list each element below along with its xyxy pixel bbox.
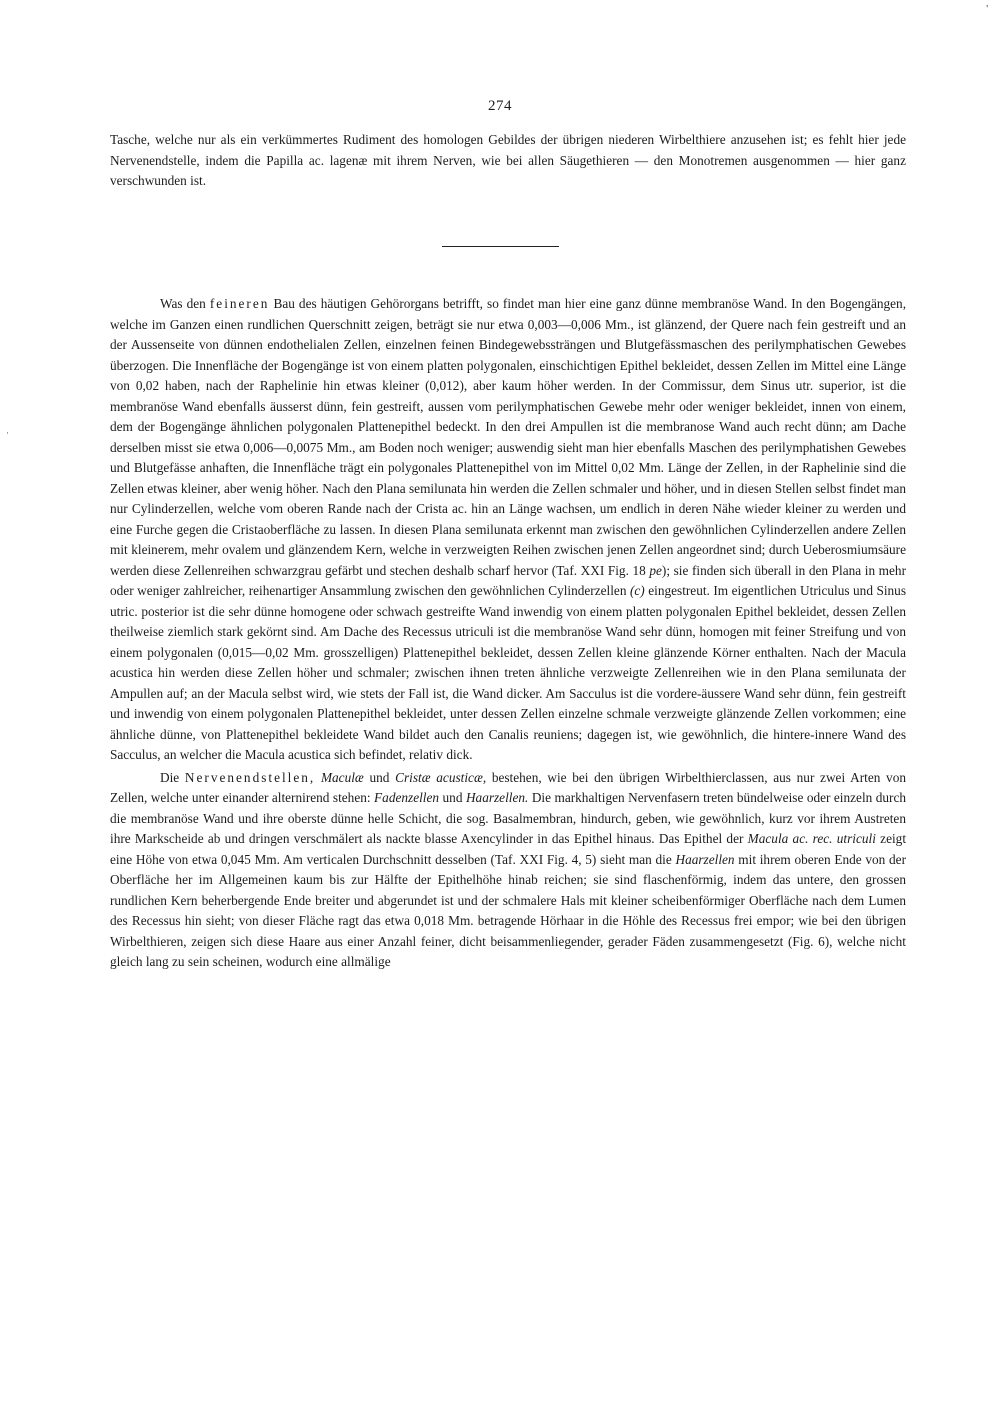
- para2-lead-spaced: Nervenendstellen,: [184, 769, 316, 785]
- para2-text-a: bestehen, wie bei den übrigen Wirbelthierclassen, aus nur zwei Arten von Zellen, welche unter einander alternirend stehen:: [110, 769, 906, 805]
- para1-tail-text: eingestreut. Im eigentlichen Utriculus und Sinus utric. posterior ist die sehr dünne homogene oder schwach gestreifte Wand inwendig von einem platten polygonalen Epithel bekleidet, dessen Zellen theilweise ziemlich stark gekörnt sind. Am Dache des Recessus utriculi ist die membranöse Wand sehr dünn, homogen mit feiner Streifung und von einem polygonalen (0,015—0,02 Mm. grosszelligen) Plattenepithel bekleidet, dessen Zellen kleine glänzende Körner enthalten. Nach der Macula acustica hin werden diese Zellen höher und schmaler; zwischen ihnen treten ähnliche verzweigte Zellenreihen wie in den Plana semilunata der Ampullen auf; an der Macula selbst wird, wie stets der Fall ist, die Wand dicker. Am Sacculus ist die vordere-äussere Wand sehr dünn, fein gestreift und inwendig von einem polygonalen Plattenepithel bekleidet, unter dessen Zellen einzelne schmale verzweigte glänzende Zellen vorkommen; eine ähnliche dünne, von Plattenepithel bekleidete Wand bildet auch den Canalis reuniens; dagegen ist, wie gewöhnlich, die hintere-innere Wand des Sacculus, an welcher die Macula acustica sich befindet, relativ dick.: [110, 583, 907, 762]
- para2-and1: und: [369, 769, 390, 785]
- para2-macula-rec: Macula ac. rec. utriculi: [747, 831, 876, 846]
- para2-text-c: zeigt eine Höhe von etwa 0,045 Mm. Am verticalen Durchschnitt desselben (Taf. XXI Fig. 4, 5) sieht man die: [110, 831, 907, 867]
- scan-margin-mark: ·: [6, 428, 9, 438]
- section-divider: [442, 246, 559, 247]
- top-paragraph: Tasche, welche nur als ein verkümmertes Rudiment des homologen Gebildes der übrigen niederen Wirbelthiere anzusehen ist; es fehlt hier jede Nervenendstelle, indem die Papilla ac. lagenæ mit ihrem Nerven, wie bei allen Säugethieren — den Monotremen ausgenommen — hier ganz verschwunden ist.: [110, 132, 906, 188]
- para2-haarzellen-2: Haarzellen: [675, 851, 735, 867]
- para2-and2: und: [442, 790, 463, 805]
- para2-fadenzellen: Fadenzellen: [374, 790, 440, 805]
- para1-text: Bau des häutigen Gehörorgans betrifft, so findet man hier eine ganz dünne membranöse Wand. In den Bogengängen, welche im Ganzen einen rundlichen Querschnitt zeigen, beträgt sie nur etwa 0,003—0,006 Mm., ist glänzend, der Quere nach fein gestreift und an der Aussenseite von dünnen endothelialen Zellen, einzelnen feinen Bindegewebssträngen und Blutgefässmaschen des perilymphatischen Gewebes überzogen. Die Innenfläche der Bogengänge ist von einem platten polygonalen, einschichtigen Epithel bekleidet, dessen Zellen im Mittel eine Länge von 0,02 haben, nach der Raphelinie hin etwas kleiner (0,012), aber kaum höher werden. In der Commissur, dem Sinus utr. superior, ist die membranöse Wand ebenfalls äusserst dünn, fein gestreift, aussen vom perilymphatischen Gewebe mehr oder weniger bekleidet, innen von einem, dem der Bogengänge ähnlichen polygonalen Plattenepithel bedeckt. In den drei Ampullen ist die membranose Wand auch recht dünn; am Dache derselben misst sie etwa 0,006—0,0075 Mm., am Boden noch weniger; auswendig sieht man hier ebenfalls Maschen des perilymphatishen Gewebes und Blutgefässe anhaften, die Innenfläche trägt ein polygonales Plattenepithel von im Mittel 0,02 Mm. Länge der Zellen, in der Raphelinie sind die Zellen etwas kleiner, aber wenig höher. Nach den Plana semilunata hin werden die Zellen schmaler und höher, und in diesen Stellen selbst findet man nur Cylinderzellen, welche vom oberen Rande nach der Crista ac. hin an Länge wachsen, um endlich in deren Nähe wieder kleiner zu werden und eine Furche gegen die Cristaoberfläche zu lassen. In diesen Plana semilunata erkennt man zwischen den gewöhnlichen Cylinderzellen andere Zellen mit kleinerem, mehr ovalem und glänzendem Kern, welche in verzweigten Reihen zwischen jenen Zellen angeordnet sind; durch Ueberosmiumsäure werden diese Zellenreihen schwarzgrau gefärbt und stechen deshalb scharf hervor (Taf. XXI Fig. 18: [110, 296, 907, 578]
- scan-edge-mark: ': [986, 4, 988, 15]
- para2-text-b: Die markhaltigen Nervenfasern treten bündelweise oder einzeln durch die membranöse Wand und ihre oberste dünne helle Schicht, die sog. Basalmembran, hindurch, geben, wie gewöhnlich, kurz vor ihrem Austreten ihre Markscheide ab und dringen verschmälert als nackte blasse Axencylinder in das Epithel hinaus. Das Epithel der: [110, 790, 907, 846]
- main-text-block: [110, 294, 906, 973]
- paragraph-fine-structure: [110, 294, 906, 766]
- para2-cristae: Cristæ acusticæ,: [395, 769, 487, 785]
- page-number: 274: [488, 98, 512, 114]
- para1-lead-spaced: feineren: [209, 296, 270, 311]
- top-paragraph-block: [110, 130, 906, 192]
- para2-haarzellen: Haarzellen.: [465, 790, 529, 805]
- para2-maculae: Maculæ: [320, 769, 364, 785]
- para1-fig-ref: pe: [649, 562, 662, 578]
- para1-mid-text: ); sie finden sich überall in den Plana in mehr oder weniger zahlreicher, reihenartiger Ansammlung zwischen den gewöhnlichen Cylinderzellen: [110, 562, 906, 598]
- para1-cell-ref: (c): [629, 583, 645, 598]
- para1-lead-before: Was den: [160, 296, 206, 311]
- paragraph-nerve-endings: [110, 768, 906, 973]
- para2-text-d: mit ihrem oberen Ende von der Oberfläche her im Allgemeinen kaum bis zur Hälfte der Epithelhöhe hinab reichen; sie sind flaschenförmig, indem das untere, den grossen rundlichen Kern beherbergende Ende breiter und abgerundet ist und der schmalere Hals mit kleiner scheibenförmiger Oberfläche nach dem Lumen des Recessus hin sieht; von dieser Fläche ragt das etwa 0,018 Mm. betragende Hörhaar in die Höhle des Recessus frei empor; wie bei den übrigen Wirbelthieren, zeigen sich diese Haare aus einer Anzahl feiner, dicht beisammenliegender, gerader Fäden zusammengesetzt (Fig. 6), welche nicht gleich lang zu sein scheinen, wodurch eine allmälige: [110, 851, 906, 969]
- para2-lead-before: Die: [160, 769, 180, 785]
